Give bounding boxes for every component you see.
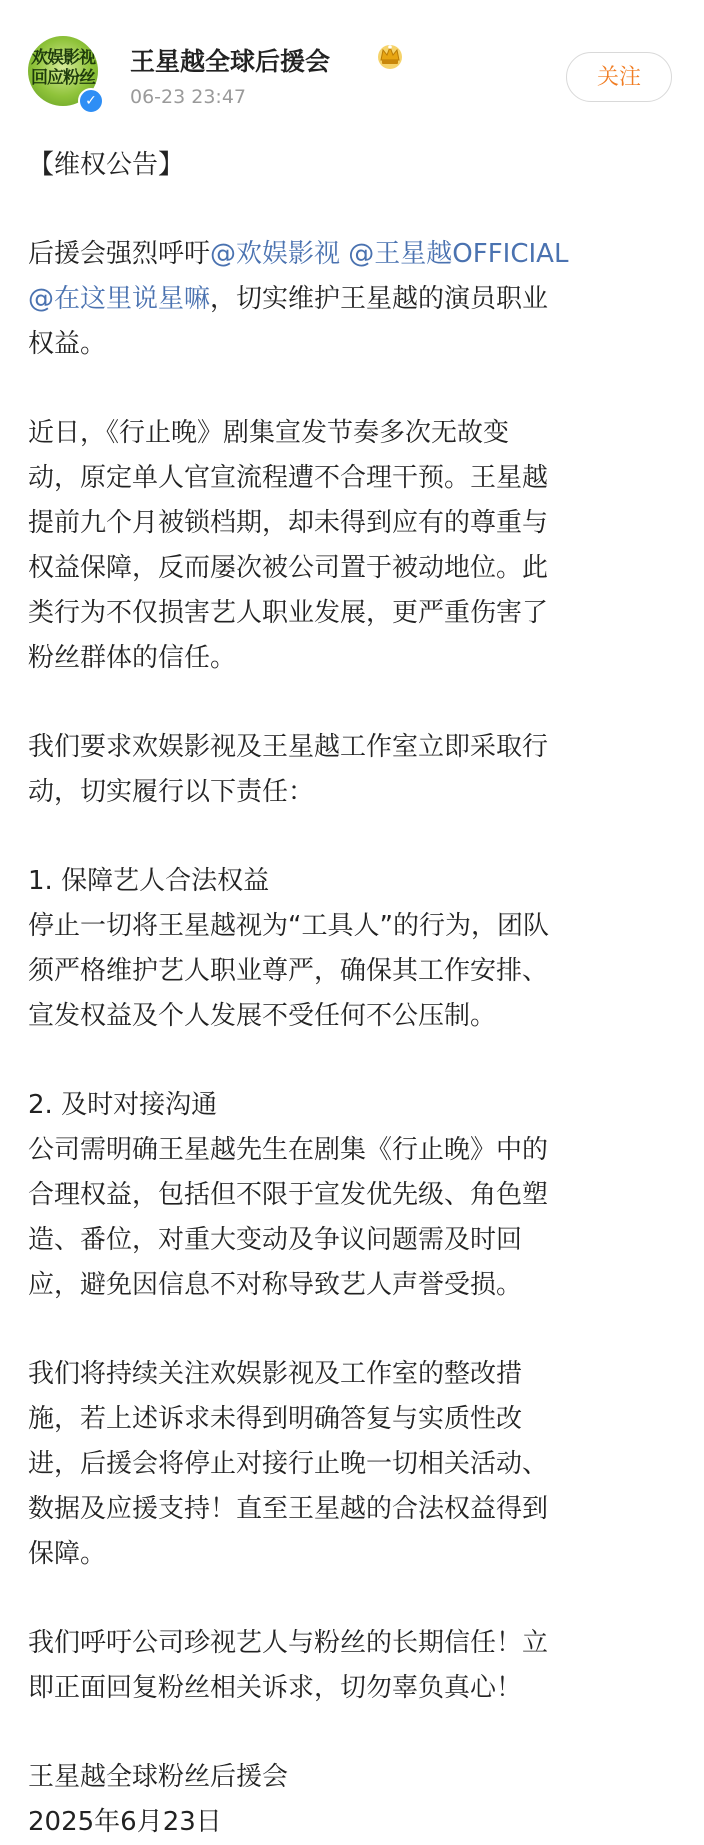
paragraph-gap <box>28 1711 680 1755</box>
post-text: 后援会强烈呼吁 <box>28 239 211 269</box>
crown-icon <box>374 40 406 70</box>
post-line: 进，后援会将停止对接行止晚一切相关活动、 <box>28 1449 549 1479</box>
post-line: 近日，《行止晚》剧集宣发节奏多次无故变 <box>28 418 510 448</box>
paragraph-gap <box>28 1308 680 1352</box>
follow-button[interactable]: 关注 <box>566 52 672 102</box>
verified-badge-icon: ✓ <box>78 88 104 114</box>
post-line: 停止一切将王星越视为“工具人”的行为，团队 <box>28 911 549 941</box>
mention-zaizheli[interactable]: @在这里说星嘛 <box>28 284 211 314</box>
post-line: 我们呼吁公司珍视艺人与粉丝的长期信任！立 <box>28 1628 549 1658</box>
post-line: 施，若上述诉求未得到明确答复与实质性改 <box>28 1404 523 1434</box>
paragraph-gap <box>28 681 680 725</box>
post-line <box>28 277 680 322</box>
account-name[interactable]: 王星越全球后援会 <box>130 47 331 76</box>
avatar-text <box>28 48 98 88</box>
post-time: 06-23 23:47 <box>130 86 247 108</box>
mention-huanyu[interactable]: @欢娱影视 <box>210 239 341 269</box>
post-line: 我们将持续关注欢娱影视及工作室的整改措 <box>28 1359 523 1389</box>
post-body <box>28 143 680 1845</box>
signature-date: 2025年6月23日 <box>28 1807 222 1837</box>
post-line: 权益保障，反而屡次被公司置于被动地位。此 <box>28 553 549 583</box>
paragraph-gap <box>28 367 680 411</box>
post-line: 须严格维护艺人职业尊严，确保其工作安排、 <box>28 956 549 986</box>
post-line: 造、番位，对重大变动及争议问题需及时回 <box>28 1225 523 1255</box>
post-line: 动，切实履行以下责任： <box>28 777 315 807</box>
paragraph-gap <box>28 1039 680 1083</box>
post-line: 权益。 <box>28 329 107 359</box>
avatar-text-line1: 欢娱影视 <box>31 48 95 68</box>
post-line: 应，避免因信息不对称导致艺人声誉受损。 <box>28 1270 523 1300</box>
post-text: ，切实维护王星越的演员职业 <box>210 284 549 314</box>
post-header <box>0 0 704 130</box>
paragraph-gap <box>28 815 680 859</box>
mention-wangxingyue-official[interactable]: @王星越OFFICIAL <box>348 239 569 269</box>
post-line <box>28 232 680 277</box>
post-line: 保障。 <box>28 1539 107 1569</box>
signature-name: 王星越全球粉丝后援会 <box>28 1762 289 1792</box>
post-line: 宣发权益及个人发展不受任何不公压制。 <box>28 1001 497 1031</box>
post-line: 类行为不仅损害艺人职业发展，更严重伤害了 <box>28 598 549 628</box>
paragraph-gap <box>28 1577 680 1621</box>
avatar-text-line2: 回应粉丝 <box>31 68 95 88</box>
post-line: 即正面回复粉丝相关诉求，切勿辜负真心！ <box>28 1673 523 1703</box>
post-line: 数据及应援支持！直至王星越的合法权益得到 <box>28 1494 549 1524</box>
post-title: 【维权公告】 <box>28 150 185 180</box>
post-line: 提前九个月被锁档期，却未得到应有的尊重与 <box>28 508 549 538</box>
post-line: 粉丝群体的信任。 <box>28 643 237 673</box>
paragraph-gap <box>28 188 680 232</box>
post-line: 合理权益，包括但不限于宣发优先级、角色塑 <box>28 1180 549 1210</box>
list-item-heading: 1. 保障艺人合法权益 <box>28 866 270 896</box>
post-line: 动，原定单人官宣流程遭不合理干预。王星越 <box>28 463 549 493</box>
list-item-heading: 2. 及时对接沟通 <box>28 1090 218 1120</box>
post-line: 公司需明确王星越先生在剧集《行止晚》中的 <box>28 1135 549 1165</box>
post-line: 我们要求欢娱影视及王星越工作室立即采取行 <box>28 732 549 762</box>
